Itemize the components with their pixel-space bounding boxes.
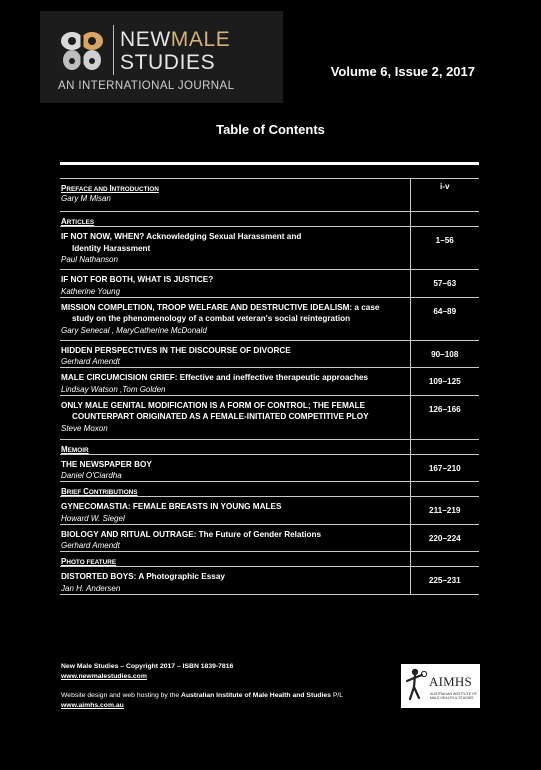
entry-title: IF NOT NOW, WHEN? Acknowledging Sexual Harassment and Identity Harassment <box>61 232 302 253</box>
entry-title: IF NOT FOR BOTH, WHAT IS JUSTICE? <box>61 275 214 284</box>
section-heading: PHOTO FEATURE <box>61 557 117 566</box>
logo-title-line2: STUDIES <box>120 51 216 74</box>
page-cell <box>410 552 479 567</box>
section-row <box>60 552 479 567</box>
entry-authors: Gerhard Amendt <box>61 357 120 366</box>
entry-title: MISSION COMPLETION, TROOP WELFARE AND DESTRUCTIVE IDEALISM: a case study on the phenomenology of a combat veteran's social reintegration <box>61 302 380 323</box>
toc-table <box>60 178 479 595</box>
entry-pages: 167–210 <box>410 454 479 482</box>
entry-title: HIDDEN PERSPECTIVES IN THE DISCOURSE OF DIVORCE <box>61 345 291 355</box>
section-row <box>60 179 479 212</box>
toc-entry <box>60 340 479 368</box>
butterfly-logo-icon <box>58 29 106 77</box>
toc-entry <box>60 368 479 396</box>
entry-title: MALE CIRCUMCISION GRIEF: Effective and ineffective therapeutic approaches <box>61 373 369 382</box>
entry-title: GYNECOMASTIA: FEMALE BREASTS IN YOUNG MALES <box>61 502 282 511</box>
entry-title: ONLY MALE GENITAL MODIFICATION IS A FORM OF CONTROL; THE FEMALE COUNTERPART ORIGINATED AS A FEMALE-INITIATED COMPETITIVE PLOY <box>61 400 369 421</box>
journal-logo <box>40 11 283 103</box>
toc-entry <box>60 395 479 439</box>
entry-authors: Katherine Young <box>61 286 121 296</box>
page-cell <box>410 482 479 497</box>
entry-authors: Daniel O'Ciardha <box>61 471 122 480</box>
toc-entry <box>60 567 479 595</box>
page-title: Table of Contents <box>216 122 325 137</box>
aimhs-logo <box>401 664 480 708</box>
entry-authors: Howard W. Siegel <box>61 513 125 523</box>
copyright-text: New Male Studies – Copyright 2017 – ISBN 1839-7816 <box>61 663 234 670</box>
logo-title-line1: NEWMALE <box>120 28 231 51</box>
page-cell: i-v <box>410 179 479 212</box>
entry-authors: Steve Moxon <box>61 423 108 433</box>
section-row <box>60 439 479 454</box>
entry-pages: 211–219 <box>410 497 479 525</box>
entry-title: DISTORTED BOYS: A Photographic Essay <box>61 572 225 581</box>
aimhs-link[interactable]: www.aimhs.com.au <box>61 701 124 709</box>
logo-subtitle: AN INTERNATIONAL JOURNAL <box>58 80 235 92</box>
entry-pages: 225–231 <box>410 567 479 595</box>
toc-entry <box>60 297 479 340</box>
top-rule <box>60 162 479 165</box>
section-heading: ARTICLES <box>61 217 95 226</box>
entry-pages: 126–166 <box>410 395 479 439</box>
section-row <box>60 212 479 227</box>
toc-entry <box>60 497 479 525</box>
aimhs-name: AIMHS <box>429 674 472 689</box>
entry-authors: Jan H. Andersen <box>61 583 121 593</box>
entry-pages: 109–125 <box>410 368 479 396</box>
section-heading: BRIEF CONTRIBUTIONS <box>61 487 138 496</box>
page-cell <box>410 439 479 454</box>
entry-authors: Lindsay Watson ,Tom Golden <box>61 384 166 394</box>
entry-title: THE NEWSPAPER BOY <box>61 459 152 469</box>
toc-entry <box>60 270 479 298</box>
toc-entry <box>60 524 479 552</box>
footer <box>61 662 391 710</box>
entry-authors: Gary M Misan <box>61 194 111 203</box>
page-cell <box>410 212 479 227</box>
logo-divider <box>113 25 114 75</box>
volume-issue: Volume 6, Issue 2, 2017 <box>330 64 475 79</box>
entry-authors: Gary Senecal , MaryCatherine McDonald <box>61 325 207 335</box>
aimhs-fullname: AUSTRALIAN INSTITUTE OF MALE HEALTH & STUDIES <box>430 692 477 700</box>
section-heading: MEMOIR <box>61 444 89 454</box>
site-link[interactable]: www.newmalestudies.com <box>61 672 147 680</box>
entry-pages: 220–224 <box>410 524 479 552</box>
entry-authors: Paul Nathanson <box>61 255 118 264</box>
section-heading: PREFACE AND INTRODUCTION <box>61 184 159 193</box>
entry-pages: 1–56 <box>410 227 479 270</box>
toc-entry <box>60 454 479 482</box>
entry-pages: 57–63 <box>410 270 479 298</box>
entry-title: BIOLOGY AND RITUAL OUTRAGE: The Future of Gender Relations <box>61 529 322 539</box>
entry-pages: 90–108 <box>410 340 479 368</box>
section-row <box>60 482 479 497</box>
entry-authors: Gerhard Amendt <box>61 541 120 550</box>
entry-pages: 64–89 <box>410 297 479 340</box>
toc-entry <box>60 227 479 270</box>
discus-thrower-icon <box>404 667 428 705</box>
hosting-text: Website design and web hosting by the Australian Institute of Male Health and Studies P/L <box>61 692 344 699</box>
